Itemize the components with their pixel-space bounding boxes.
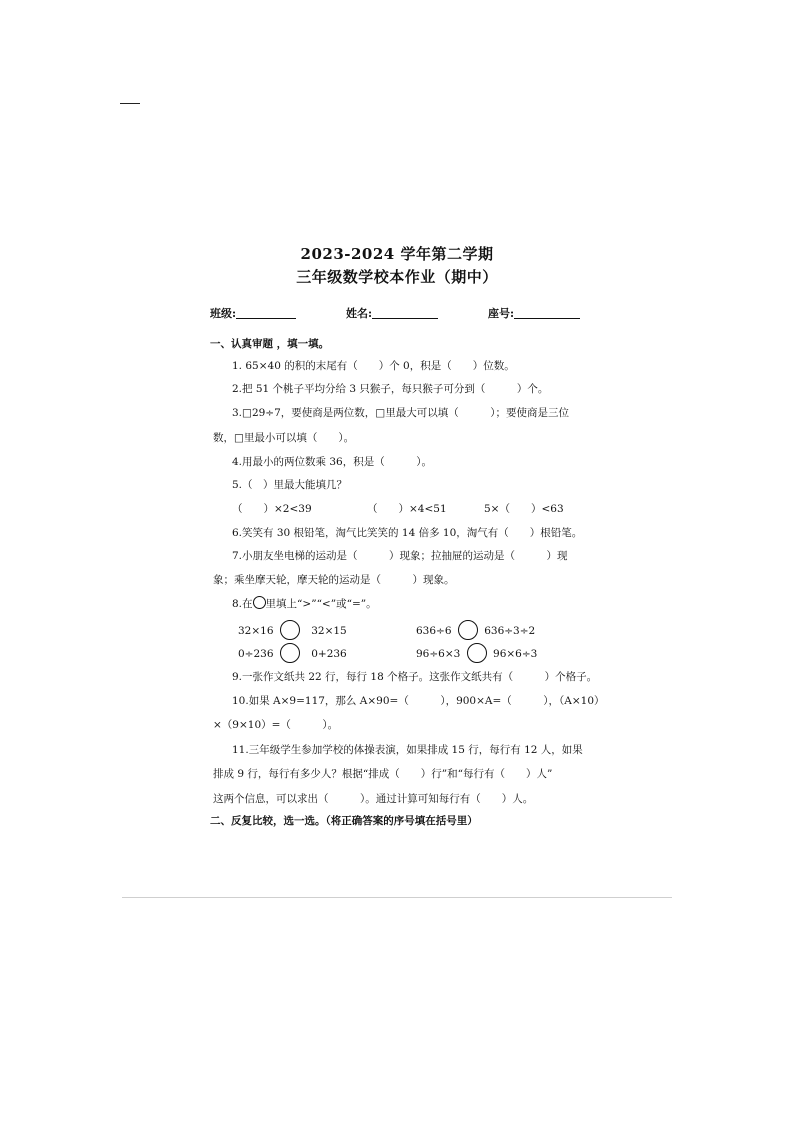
- compare-left: 96÷6×3: [416, 648, 461, 660]
- name-field: [346, 305, 438, 321]
- question-7-line1: 7.小朋友坐电梯的运动是（ ）现象；拉抽屉的运动是（ ）现: [232, 550, 568, 562]
- compare-left: 636÷6: [416, 625, 452, 637]
- compare-circle-1[interactable]: [280, 620, 300, 640]
- compare-circle-2[interactable]: [458, 620, 478, 640]
- class-label: 班级:: [210, 307, 237, 320]
- compare-circle-3[interactable]: [280, 643, 300, 663]
- question-9: 9.一张作文纸共 22 行，每行 18 个格子。这张作文纸共有（ ）个格子。: [232, 671, 598, 683]
- question-10-line2: ×（9×10）=（ ）。: [213, 719, 339, 731]
- question-3-line2: 数，□里最小可以填（ ）。: [213, 432, 355, 444]
- compare-row-2a: [238, 643, 347, 663]
- page-title: 2023-2024 学年第二学期: [300, 245, 494, 263]
- question-2: 2.把 51 个桃子平均分给 3 只猴子，每只猴子可分到（ ）个。: [232, 383, 549, 395]
- seat-blank[interactable]: [514, 306, 580, 319]
- class-field: [210, 305, 296, 321]
- compare-left: 32×16: [238, 625, 274, 637]
- question-10-line1: 10.如果 A×9=117，那么 A×90=（ ），900×A=（ ），（A×10）: [232, 695, 605, 707]
- question-8-prefix: 8.在: [232, 598, 253, 610]
- seat-label: 座号:: [488, 307, 515, 320]
- question-5-part-c: 5×（ ）<63: [484, 503, 564, 515]
- top-dash-mark: [120, 103, 140, 104]
- compare-row-1b: [416, 620, 535, 640]
- compare-right: 32×15: [311, 625, 347, 637]
- page-divider: [122, 897, 672, 898]
- question-5: 5.（ ）里最大能填几？: [232, 479, 348, 491]
- compare-right: 96×6÷3: [493, 648, 538, 660]
- class-blank[interactable]: [236, 306, 296, 319]
- question-7-line2: 象；乘坐摩天轮，摩天轮的运动是（ ）现象。: [213, 574, 455, 586]
- seat-field: [488, 305, 580, 321]
- compare-row-2b: [416, 643, 537, 663]
- question-11-line3: 这两个信息，可以求出（ ）。通过计算可知每行有（ ）人。: [213, 793, 534, 805]
- page-subtitle: 三年级数学校本作业（期中）: [296, 268, 498, 286]
- section2-heading: 二、反复比较，选一选。（将正确答案的序号填在括号里）: [210, 815, 478, 827]
- question-11-line2: 排成 9 行，每行有多少人？根据“排成（ ）行”和“每行有（ ）人”: [213, 768, 553, 780]
- question-8: [232, 596, 377, 611]
- question-4: 4.用最小的两位数乘 36，积是（ ）。: [232, 456, 432, 468]
- question-6: 6.笑笑有 30 根铅笔，淘气比笑笑的 14 倍多 10，淘气有（ ）根铅笔。: [232, 527, 583, 539]
- name-blank[interactable]: [372, 306, 438, 319]
- compare-circle-4[interactable]: [467, 643, 487, 663]
- question-5-part-a: （ ）×2<39: [232, 503, 312, 515]
- name-label: 姓名:: [346, 307, 373, 320]
- section1-heading: 一、认真审题 ，填一填。: [210, 338, 330, 350]
- compare-row-1a: [238, 620, 347, 640]
- circle-icon: [253, 596, 266, 609]
- compare-right: 636÷3÷2: [484, 625, 536, 637]
- question-1: 1. 65×40 的积的末尾有（ ）个 0，积是（ ）位数。: [232, 360, 515, 372]
- compare-left: 0÷236: [238, 648, 274, 660]
- question-11-line1: 11.三年级学生参加学校的体操表演，如果排成 15 行，每行有 12 人，如果: [232, 744, 583, 756]
- question-3-line1: 3.□29÷7，要使商是两位数，□里最大可以填（ ）；要使商是三位: [232, 407, 569, 419]
- question-5-part-b: （ ）×4<51: [367, 503, 447, 515]
- question-8-suffix: 里填上“>”“<”或“=”。: [265, 598, 377, 610]
- compare-right: 0+236: [311, 648, 347, 660]
